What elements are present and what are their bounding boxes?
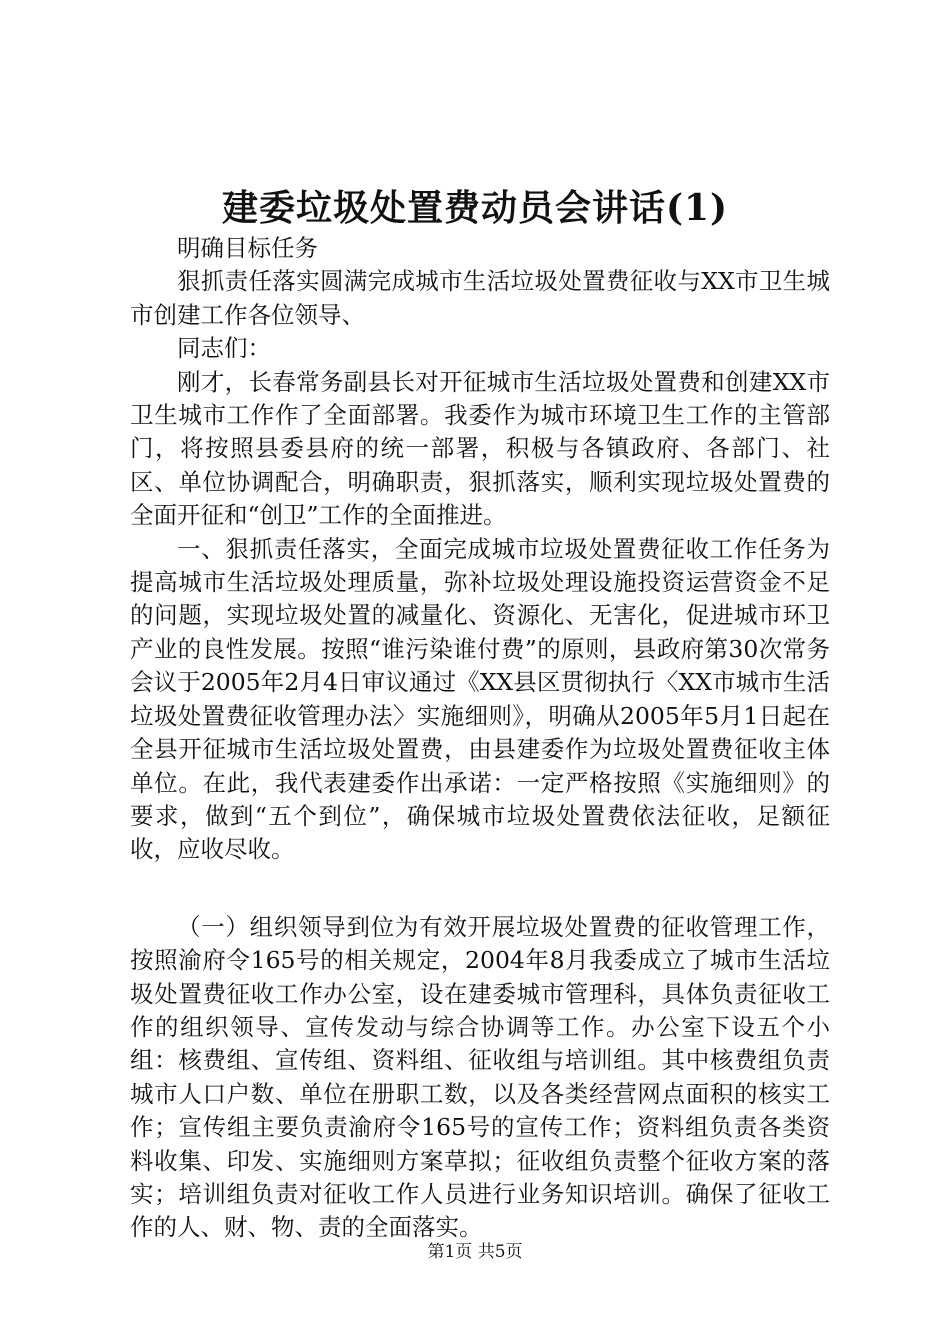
paragraph-gap bbox=[130, 867, 830, 911]
document-title: 建委垃圾处置费动员会讲话(1) bbox=[221, 187, 729, 229]
page-footer: 第1页 共5页 bbox=[427, 1242, 523, 1262]
paragraph-organization: （一）组织领导到位为有效开展垃圾处置费的征收管理工作，按照渝府令165号的相关规定，2004年8月我委成立了城市生活垃圾处置费征收工作办公室，设在建委城市管理科，具体负责征收工作的组织领导、宣传发动与综合协调等工作。办公室下设五个小组：核费组、宣传组、资料组、征收组与培训组。其中核费组负责城市人口户数、单位在册职工数，以及各类经营网点面积的核实工作；宣传组主要负责渝府令165号的宣传工作；资料组负责各类资料收集、印发、实施细则方案草拟；征收组负责整个征收方案的落实；培训组负责对征收工作人员进行业务知识培训。确保了征收工作的人、财、物、责的全面落实。 bbox=[130, 912, 830, 1242]
paragraph-intro: 刚才，长春常务副县长对开征城市生活垃圾处置费和创建XX市卫生城市工作作了全面部署。我委作为城市环境卫生工作的主管部门，将按照县委县府的统一部署，积极与各镇政府、各部门、社区、单位协调配合，明确职责，狠抓落实，顺利实现垃圾处置费的全面开征和“创卫”工作的全面推进。 bbox=[130, 367, 830, 530]
document-body bbox=[130, 232, 830, 1245]
paragraph-salutation: 同志们： bbox=[177, 334, 271, 363]
paragraph-heading: 明确目标任务 bbox=[177, 234, 318, 262]
paragraph-subtitle: 狠抓责任落实圆满完成城市生活垃圾处置费征收与XX市卫生城市创建工作各位领导、 bbox=[130, 267, 830, 329]
paragraph-section-one: 一、狠抓责任落实，全面完成城市垃圾处置费征收工作任务为提高城市生活垃圾处理质量，弥补垃圾处理设施投资运营资金不足的问题，实现垃圾处置的减量化、资源化、无害化，促进城市环卫产业的良性发展。按照“谁污染谁付费”的原则，县政府第30次常务会议于2005年2月4日审议通过《XX县区贯彻执行〈XX市城市生活垃圾处置费征收管理办法〉实施细则》，明确从2005年5月1日起在全县开征城市生活垃圾处置费，由县建委作为垃圾处置费征收主体单位。在此，我代表建委作出承诺：一定严格按照《实施细则》的要求，做到“五个到位”，确保城市垃圾处置费依法征收，足额征收，应收尽收。 bbox=[130, 534, 830, 864]
